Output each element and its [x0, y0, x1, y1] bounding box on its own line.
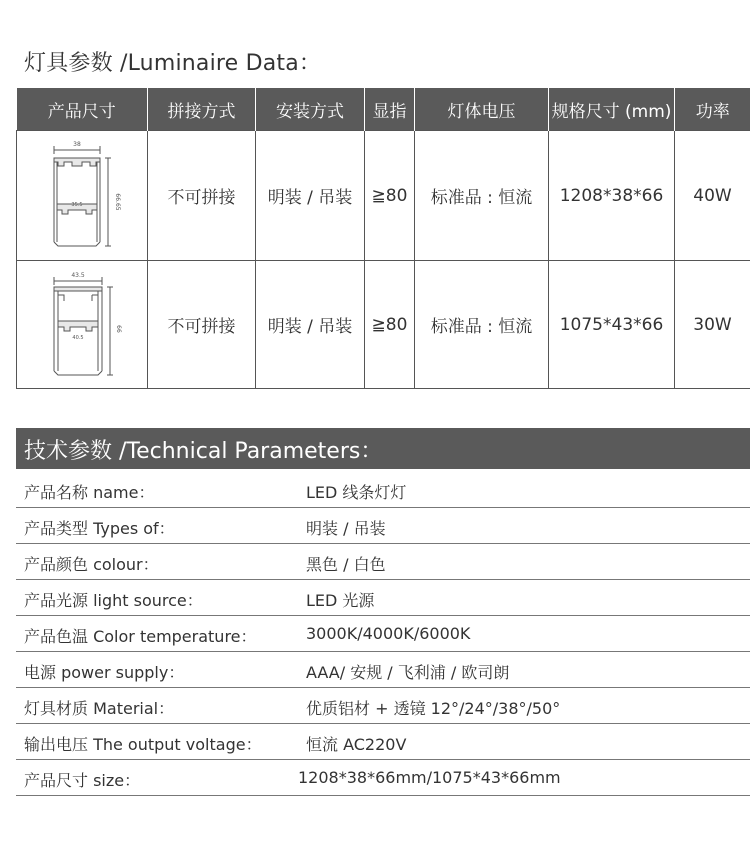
param-value: 黑色 / 白色: [306, 555, 386, 574]
param-row-colour: [16, 544, 750, 580]
dim-inner-label: 35.5: [71, 202, 83, 208]
table-row: [17, 131, 750, 261]
splice-cell: 不可拼接: [148, 261, 256, 389]
power-cell: 30W: [675, 261, 750, 389]
dim-top-label: 38: [73, 141, 81, 148]
param-row-power-supply: [16, 652, 750, 688]
param-value: 优质铝材 + 透镜 12°/24°/38°/50°: [306, 699, 561, 718]
param-label: 产品颜色 colour：: [24, 555, 159, 574]
param-label: 输出电压 The output voltage：: [24, 735, 262, 754]
profile-drawing-cell: [17, 261, 148, 389]
param-label: 产品色温 Color temperature：: [24, 627, 257, 646]
splice-cell: 不可拼接: [148, 131, 256, 261]
header-body-voltage: 灯体电压: [415, 88, 549, 131]
header-splice-method: 拼接方式: [148, 88, 256, 131]
param-value: 1208*38*66mm/1075*43*66mm: [298, 768, 561, 787]
header-power: 功率: [675, 88, 750, 131]
technical-parameters-list: [16, 472, 750, 796]
dim-side-label: 66.65: [114, 193, 121, 211]
header-cri: 显指: [365, 88, 415, 131]
param-label: 产品光源 light source：: [24, 591, 203, 610]
technical-parameters-title: 技术参数 /Technical Parameters：: [24, 439, 383, 464]
luminaire-data-table: [16, 88, 750, 389]
header-install-method: 安装方式: [256, 88, 365, 131]
param-row-light-source: [16, 580, 750, 616]
install-cell: 明装 / 吊装: [256, 261, 365, 389]
param-label: 灯具材质 Material：: [24, 699, 175, 718]
param-row-color-temperature: [16, 616, 750, 652]
profile-cross-section-drawing: [42, 269, 122, 381]
param-value: AAA/ 安规 / 飞利浦 / 欧司朗: [306, 663, 510, 682]
param-label: 产品尺寸 size：: [24, 771, 141, 790]
dim-inner-label: 40.5: [72, 334, 84, 341]
profile-drawing-cell: [17, 131, 148, 261]
install-cell: 明装 / 吊装: [256, 131, 365, 261]
power-cell: 40W: [675, 131, 750, 261]
param-value: 3000K/4000K/6000K: [306, 624, 471, 643]
table-header-row: [17, 88, 750, 131]
param-row-type: [16, 508, 750, 544]
size-cell: 1075*43*66: [549, 261, 675, 389]
voltage-cell: 标准品 : 恒流: [415, 131, 549, 261]
param-value: 恒流 AC220V: [306, 735, 407, 754]
param-row-name: [16, 472, 750, 508]
voltage-cell: 标准品 : 恒流: [415, 261, 549, 389]
param-value: LED 线条灯灯: [306, 483, 407, 502]
param-row-output-voltage: [16, 724, 750, 760]
dim-top-label: 43.5: [71, 271, 85, 279]
header-spec-size: 规格尺寸 (mm): [549, 88, 675, 131]
param-label: 产品名称 name：: [24, 483, 155, 502]
param-label: 电源 power supply：: [24, 663, 185, 682]
param-row-size: [16, 760, 750, 796]
cri-cell: ≧80: [365, 261, 415, 389]
param-value: LED 光源: [306, 591, 375, 610]
param-row-material: [16, 688, 750, 724]
technical-parameters-header: [16, 428, 750, 469]
table-row: [17, 261, 750, 389]
param-value: 明装 / 吊装: [306, 519, 386, 538]
param-label: 产品类型 Types of：: [24, 519, 175, 538]
cri-cell: ≧80: [365, 131, 415, 261]
luminaire-data-title: 灯具参数 /Luminaire Data：: [24, 51, 322, 76]
profile-cross-section-drawing: [42, 138, 122, 253]
size-cell: 1208*38*66: [549, 131, 675, 261]
dim-side-label: 66: [115, 324, 122, 333]
header-product-size: 产品尺寸: [17, 88, 148, 131]
